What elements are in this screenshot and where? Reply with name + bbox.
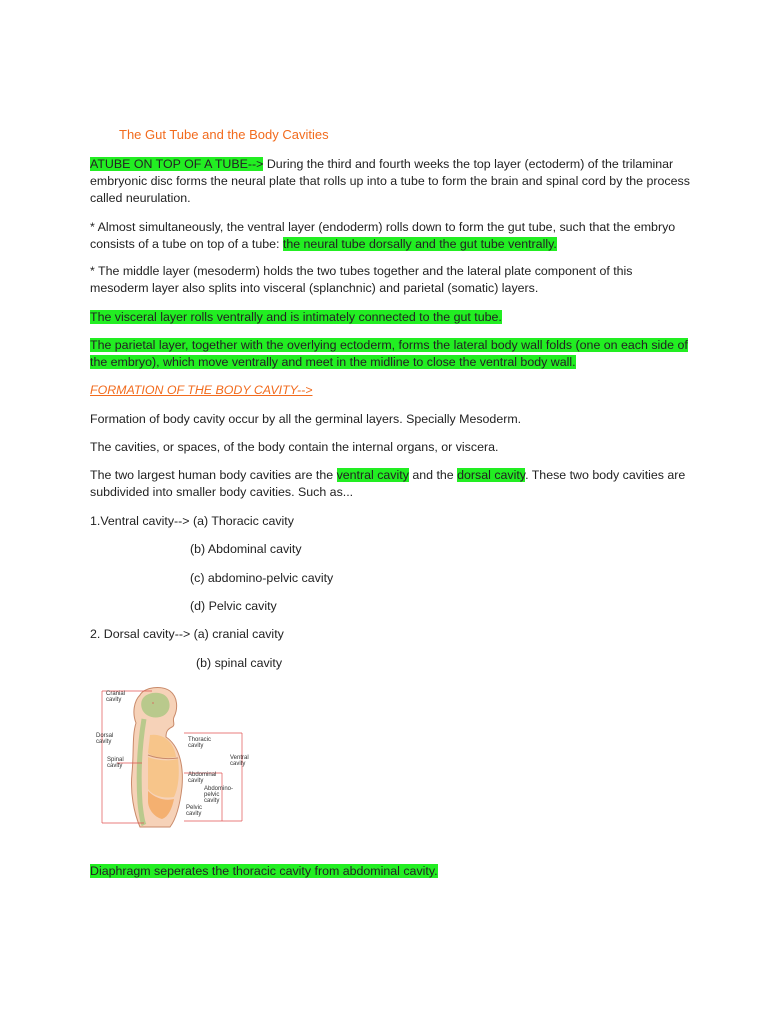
list-item: (d) Pelvic cavity bbox=[190, 599, 277, 613]
diagram-label: cavity bbox=[230, 761, 246, 767]
highlight-text: The parietal layer, together with the overlying ectoderm, forms the lateral body wall folds (one on each side of the embryo), which move ventrally and meet in the midline to close the ventral body wall. bbox=[90, 338, 688, 369]
diagram-label: Thoracic bbox=[188, 737, 212, 743]
list-item: (c) abdomino-pelvic cavity bbox=[190, 571, 334, 585]
section-heading-text: FORMATION OF THE BODY CAVITY--> bbox=[90, 383, 313, 397]
diagram-label: Spinal bbox=[107, 757, 124, 763]
diagram-label: cavity bbox=[96, 739, 112, 745]
diagram-label: cavity bbox=[204, 798, 220, 804]
highlight-text: ATUBE ON TOP OF A TUBE--> bbox=[90, 157, 264, 171]
paragraph-diaphragm bbox=[90, 863, 690, 880]
paragraph-tube-on-tube bbox=[90, 156, 690, 207]
paragraph-text: and the bbox=[408, 468, 458, 482]
diagram-label: cavity bbox=[186, 811, 202, 817]
highlight-text: dorsal cavity bbox=[457, 468, 526, 482]
diagram-label: cavity bbox=[188, 743, 204, 749]
paragraph-text: . These two body cavities are subdivided into smaller body cavities. Such as... bbox=[90, 468, 686, 499]
paragraph-formation: Formation of body cavity occur by all the germinal layers. Specially Mesoderm. bbox=[90, 412, 522, 426]
list-item: 2. Dorsal cavity--> (a) cranial cavity bbox=[90, 627, 284, 641]
diagram-label: cavity bbox=[188, 778, 204, 784]
paragraph-cavities: The cavities, or spaces, of the body contain the internal organs, or viscera. bbox=[90, 440, 499, 454]
highlight-text: ventral cavity bbox=[336, 468, 409, 482]
paragraph-text: * Almost simultaneously, the ventral layer (endoderm) rolls down to form the gut tube, such that the embryo consists of a tube on top of a tube: bbox=[90, 220, 676, 251]
highlight-text: Diaphragm seperates the thoracic cavity from abdominal cavity. bbox=[90, 864, 438, 878]
paragraph-mesoderm bbox=[90, 263, 690, 297]
highlight-text: The visceral layer rolls ventrally and is intimately connected to the gut tube. bbox=[90, 310, 502, 324]
diagram-label: pelvic bbox=[204, 792, 220, 798]
paragraph-text: During the third and fourth weeks the top layer (ectoderm) of the trilaminar embryonic disc forms the neural plate that rolls up into a tube to form the brain and spinal cord by the process called neurulation. bbox=[90, 157, 690, 205]
diagram-label: Dorsal bbox=[96, 733, 114, 739]
paragraph-text: * The middle layer (mesoderm) holds the two tubes together and the lateral plate component of this mesoderm layer also splits into visceral (splanchnic) and parietal (somatic) layers. bbox=[90, 264, 633, 295]
diagram-label: Abdominal bbox=[188, 772, 217, 778]
paragraph-visceral bbox=[90, 309, 690, 326]
diagram-label: cavity bbox=[107, 763, 123, 769]
diagram-label: Abdomino- bbox=[204, 786, 234, 792]
paragraph-endoderm bbox=[90, 219, 690, 253]
body-cavity-diagram bbox=[92, 683, 252, 833]
list-item: (b) spinal cavity bbox=[196, 656, 283, 670]
paragraph-text: The two largest human body cavities are the bbox=[90, 468, 337, 482]
paragraph-largest-cavities bbox=[90, 467, 690, 501]
diagram-label: Cranial bbox=[106, 691, 126, 697]
list-item: (b) Abdominal cavity bbox=[190, 542, 302, 556]
list-item: 1.Ventral cavity--> (a) Thoracic cavity bbox=[90, 514, 294, 528]
section-heading bbox=[90, 382, 690, 399]
diagram-label: Ventral bbox=[230, 755, 249, 761]
diagram-label: Pelvic bbox=[186, 805, 203, 811]
document-title: The Gut Tube and the Body Cavities bbox=[119, 127, 329, 142]
body-cavity-illustration bbox=[92, 683, 252, 833]
highlight-text: the neural tube dorsally and the gut tube ventrally. bbox=[282, 237, 557, 251]
paragraph-parietal bbox=[90, 337, 690, 371]
diagram-label: cavity bbox=[106, 697, 122, 703]
